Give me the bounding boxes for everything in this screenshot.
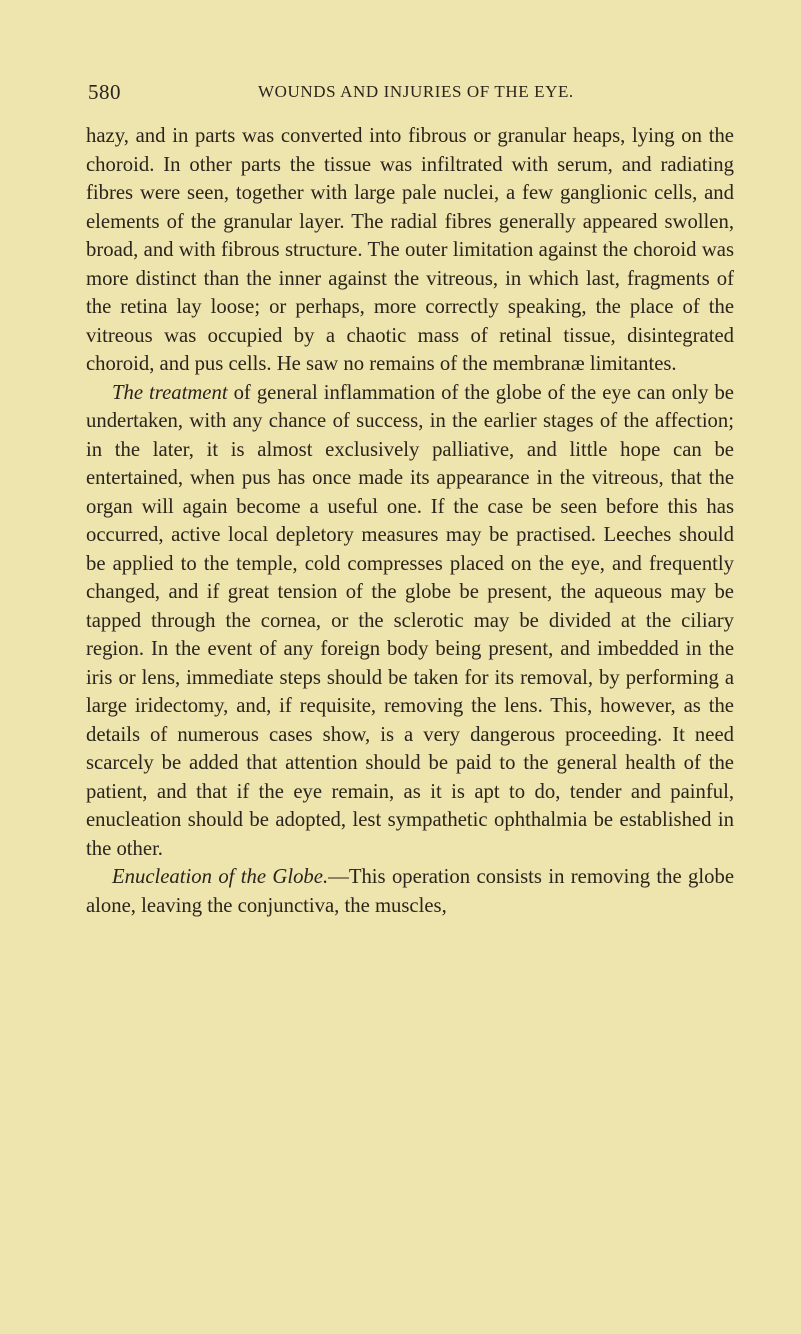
paragraph-lead: Enucleation of the Globe. xyxy=(112,866,329,888)
paragraph-enucleation xyxy=(86,863,734,920)
body-text xyxy=(86,122,734,920)
page-header xyxy=(88,80,728,110)
paragraph-text: hazy, and in parts was converted into fibrous or granular heaps, lying on the choroid. In other parts the tissue was infiltrated with serum, and radiating fibres were seen, together with large pale nuclei, a few ganglionic cells, and elements of the granular layer. The radial fibres generally appeared swollen, broad, and with fibrous structure. The outer limitation against the choroid was more distinct than the inner against the vitreous, in which last, fragments of the retina lay loose; or perhaps, more correctly speaking, the place of the vitreous was occupied by a chaotic mass of retinal tissue, disintegrated choroid, and pus cells. He saw no remains of the membranæ limitantes. xyxy=(86,125,734,375)
paragraph-text: —This operation consists in removing the globe alone, leaving the conjunctiva, the muscles, xyxy=(86,866,735,917)
paragraph-lead: The treatment xyxy=(112,381,228,404)
running-head: WOUNDS AND INJURIES OF THE EYE. xyxy=(258,82,574,101)
page-number: 580 xyxy=(88,80,121,104)
paragraph-treatment xyxy=(86,379,734,864)
paragraph-continued xyxy=(86,122,734,379)
paragraph-text: of general inflammation of the globe of the eye can only be undertaken, with any chance of success, in the earlier stages of the affection; in the later, it is almost exclusively palliative, and little hope can be entertained, when pus has once made its appearance in the vitreous, that the organ will again become a useful one. If the case be seen before this has occurred, active local depletory measures may be practised. Leeches should be applied to the temple, cold compresses placed on the eye, and frequently changed, and if great tension of the globe be present, the aqueous may be tapped through the cornea, or the sclerotic may be divided at the ciliary region. In the event of any foreign body being present, and imbedded in the iris or lens, immediate steps should be taken for its removal, by performing a large iridectomy, and, if requisite, removing the lens. This, however, as the details of numerous cases show, is a very dangerous proceeding. It need scarcely be added that attention should be paid to the general health of the patient, and that if the eye remain, as it is apt to do, tender and painful, enucleation should be adopted, lest sympathetic ophthalmia be established in the other. xyxy=(86,381,734,860)
